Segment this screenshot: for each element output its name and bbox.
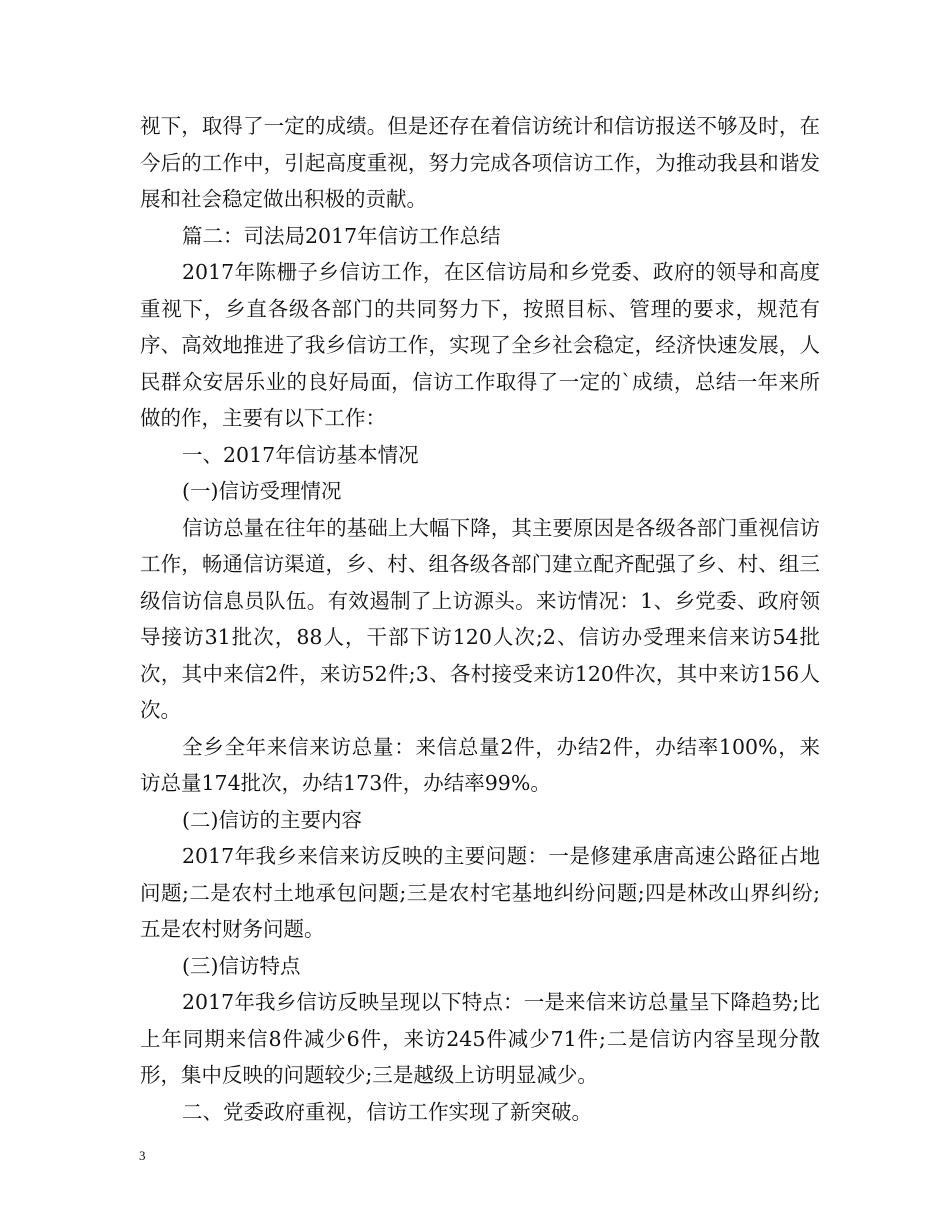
heading-party-attention: 二、党委政府重视，信访工作实现了新突破。	[182, 1099, 592, 1124]
subheading-acceptance: (一)信访受理情况	[182, 479, 342, 503]
paragraph-acceptance-details: 信访总量在往年的基础上大幅下降，其主要原因是各级各部门重视信访工作，畅通信访渠道，乡、村、组各级各部门建立配齐配强了乡、村、组三级信访信息员队伍。有效遏制了上访源头。来访情况：1、乡党委、政府领导接访31批次，88人，干部下访120人次;2、信访办受理来信来访54批次，其中来信2件，来访52件;3、各村接受来访120件次，其中来访156人次。	[140, 515, 820, 722]
paragraph-totals: 全乡全年来信来访总量：来信总量2件，办结2件，办结率100%，来访总量174批次，办结173件，办结率99%。	[140, 734, 820, 795]
document-body	[140, 108, 820, 1130]
paragraph-1: 视下，取得了一定的成绩。但是还存在着信访统计和信访报送不够及时，在今后的工作中，引起高度重视，努力完成各项信访工作，为推动我县和谐发展和社会稳定做出积极的贡献。	[140, 114, 820, 211]
page-number: 3	[139, 1148, 146, 1163]
paragraph-intro: 2017年陈栅子乡信访工作，在区信访局和乡党委、政府的领导和高度重视下，乡直各级各部门的共同努力下，按照目标、管理的要求，规范有序、高效地推进了我乡信访工作，实现了全乡社会稳定，经济快速发展，人民群众安居乐业的良好局面，信访工作取得了一定的`成绩，总结一年来所做的作，主要有以下工作：	[140, 260, 820, 430]
heading-basic-situation: 一、2017年信访基本情况	[182, 442, 419, 467]
subheading-features: (三)信访特点	[182, 953, 301, 978]
paragraph-features: 2017年我乡信访反映呈现以下特点：一是来信来访总量呈下降趋势;比上年同期来信8件减少6件，来访245件减少71件;二是信访内容呈现分散形，集中反映的问题较少;三是越级上访明显减少。	[140, 990, 820, 1087]
paragraph-main-issues: 2017年我乡来信来访反映的主要问题：一是修建承唐高速公路征占地问题;二是农村土地承包问题;三是农村宅基地纠纷问题;四是林改山界纠纷;五是农村财务问题。	[140, 844, 820, 941]
subheading-main-content: (二)信访的主要内容	[182, 807, 362, 832]
section-title-part-two: 篇二：司法局2017年信访工作总结	[182, 223, 501, 248]
